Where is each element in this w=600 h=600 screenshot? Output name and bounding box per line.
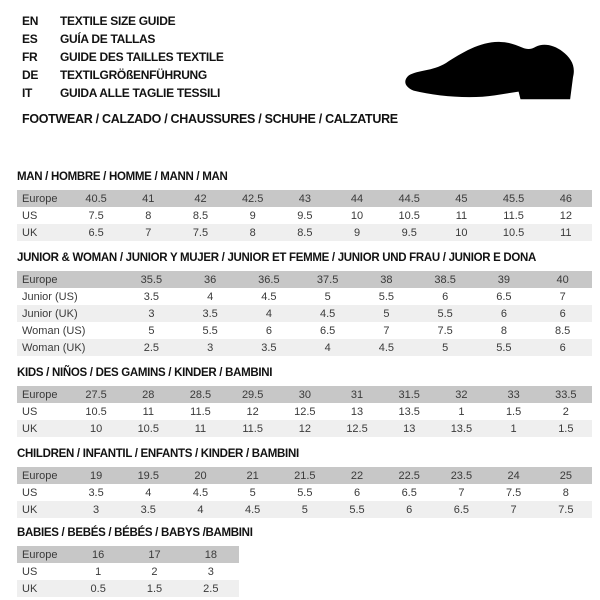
- size-cell: 4: [197, 503, 204, 516]
- table-title: BABIES / BEBÉS / BÉBÉS / BABYS /BAMBINI: [17, 527, 253, 539]
- size-cell: 4.5: [319, 307, 336, 320]
- size-cell: 0.5: [90, 582, 106, 595]
- row-label: Junior (UK): [22, 307, 78, 320]
- size-cell: 2.5: [203, 582, 219, 595]
- size-cell: 19.5: [137, 469, 159, 482]
- size-cell: 9.5: [401, 226, 417, 239]
- size-cell: 6: [559, 341, 566, 354]
- size-cell: 44: [350, 192, 364, 205]
- size-cell: 21.5: [294, 469, 316, 482]
- size-cell: 10: [350, 209, 364, 222]
- row-label: Europe: [22, 469, 58, 482]
- size-cell: 7: [559, 290, 566, 303]
- size-cell: 8: [500, 324, 507, 337]
- size-cell: 8: [249, 226, 256, 239]
- size-cell: 4.5: [192, 486, 209, 499]
- size-cell: 17: [148, 548, 161, 561]
- row-label: Europe: [22, 388, 58, 401]
- size-cell: 13: [403, 422, 416, 435]
- size-cell: 12: [298, 422, 311, 435]
- size-cell: 38.5: [434, 273, 456, 286]
- size-cell: 9: [353, 226, 361, 239]
- size-cell: 11.5: [190, 405, 211, 418]
- size-cell: 36.5: [258, 273, 280, 286]
- size-cell: 10.5: [502, 226, 525, 239]
- table-row: [17, 420, 592, 437]
- size-table: [17, 386, 592, 437]
- size-cell: 7: [145, 226, 152, 239]
- row-label: UK: [22, 503, 38, 516]
- size-cell: 41: [142, 192, 155, 205]
- size-cell: 31: [350, 388, 364, 401]
- size-cell: 1: [95, 565, 102, 578]
- table-title: CHILDREN / INFANTIL / ENFANTS / KINDER / BAMBINI: [17, 448, 299, 460]
- size-cell: 22.5: [398, 469, 420, 482]
- size-cell: 2: [151, 565, 158, 578]
- size-cell: 6: [442, 290, 449, 303]
- size-cell: 5: [249, 486, 256, 499]
- size-cell: 12.5: [294, 405, 316, 418]
- size-cell: 13.5: [398, 405, 420, 418]
- size-cell: 28.5: [189, 388, 212, 401]
- size-table-section: [17, 170, 600, 241]
- table-row: [17, 339, 592, 356]
- size-cell: 29.5: [241, 388, 264, 401]
- size-cell: 3.5: [261, 341, 277, 354]
- size-cell: 37.5: [316, 273, 339, 286]
- table-title: JUNIOR & WOMAN / JUNIOR Y MUJER / JUNIOR ET FEMME / JUNIOR UND FRAU / JUNIOR E DONA: [17, 252, 537, 264]
- size-cell: 3: [93, 503, 100, 516]
- size-cell: 4: [324, 341, 331, 354]
- size-cell: 44.5: [398, 192, 420, 205]
- size-cell: 13.5: [450, 422, 473, 435]
- language-title: GUIDE DES TAILLES TEXTILE: [60, 50, 224, 64]
- language-title: GUIDA ALLE TAGLIE TESSILI: [60, 86, 221, 100]
- size-cell: 12: [559, 209, 572, 222]
- table-row: [17, 288, 592, 305]
- size-cell: 38: [380, 273, 393, 286]
- size-cell: 6.5: [319, 324, 336, 337]
- size-cell: 31.5: [398, 388, 420, 401]
- size-cell: 30: [298, 388, 311, 401]
- size-cell: 3.5: [88, 486, 104, 499]
- size-cell: 36: [204, 273, 217, 286]
- size-cell: 5.5: [378, 290, 395, 303]
- size-cell: 5: [383, 307, 390, 320]
- size-cell: 11.5: [503, 209, 524, 222]
- size-cell: 19: [89, 469, 103, 482]
- size-cell: 5.5: [202, 324, 218, 337]
- size-cell: 1: [458, 405, 465, 418]
- row-label: US: [22, 565, 38, 578]
- size-cell: 6.5: [496, 290, 512, 303]
- size-cell: 45.5: [502, 192, 525, 205]
- row-label: Woman (US): [22, 324, 86, 337]
- size-cell: 3: [207, 341, 214, 354]
- row-label: US: [22, 405, 38, 418]
- size-cell: 5: [324, 290, 331, 303]
- size-cell: 9.5: [297, 209, 313, 222]
- row-label: US: [22, 209, 38, 222]
- size-cell: 4: [207, 290, 214, 303]
- size-cell: 33: [507, 388, 520, 401]
- size-cell: 11: [560, 226, 572, 239]
- table-row: [17, 484, 592, 501]
- size-table-section: [17, 526, 600, 597]
- size-table-section: [17, 366, 600, 437]
- language-title: GUÍA DE TALLAS: [60, 32, 156, 46]
- size-cell: 10: [89, 422, 103, 435]
- size-cell: 4.5: [261, 290, 277, 303]
- row-label: UK: [22, 226, 38, 239]
- language-code: FR: [22, 50, 38, 64]
- size-cell: 11: [142, 405, 154, 418]
- row-label: US: [22, 486, 38, 499]
- table-row: [17, 271, 592, 288]
- table-row: [17, 546, 239, 563]
- size-cell: 1.5: [146, 582, 163, 595]
- size-cell: 12: [246, 405, 259, 418]
- size-cell: 16: [92, 548, 105, 561]
- shoe-icon: [393, 20, 585, 104]
- size-cell: 7.5: [558, 503, 574, 516]
- size-table: [17, 190, 592, 241]
- size-cell: 4.5: [245, 503, 261, 516]
- row-label: Europe: [22, 548, 58, 561]
- size-cell: 6: [353, 486, 361, 499]
- category-heading: FOOTWEAR / CALZADO / CHAUSSURES / SCHUHE / CALZATURE: [22, 112, 398, 126]
- size-cell: 12.5: [346, 422, 368, 435]
- size-cell: 4: [145, 486, 152, 499]
- size-cell: 13: [350, 405, 364, 418]
- table-row: [17, 501, 592, 518]
- size-cell: 4: [265, 307, 272, 320]
- size-cell: 8: [145, 209, 152, 222]
- size-cell: 9: [249, 209, 256, 222]
- row-label: UK: [22, 422, 38, 435]
- size-cell: 2: [562, 405, 569, 418]
- size-cell: 11.5: [242, 422, 263, 435]
- size-cell: 11: [455, 209, 468, 222]
- table-title: KIDS / NIÑOS / DES GAMINS / KINDER / BAMBINI: [17, 367, 273, 379]
- row-label: Junior (US): [22, 290, 78, 303]
- size-cell: 3.5: [143, 290, 160, 303]
- size-cell: 20: [194, 469, 207, 482]
- size-cell: 28: [142, 388, 155, 401]
- size-cell: 10.5: [137, 422, 159, 435]
- size-cell: 6.5: [88, 226, 104, 239]
- size-cell: 5.5: [437, 307, 453, 320]
- size-table-section: [17, 447, 600, 518]
- table-row: [17, 580, 239, 597]
- size-cell: 22: [350, 469, 364, 482]
- size-cell: 7: [458, 486, 465, 499]
- size-cell: 5.5: [297, 486, 313, 499]
- size-cell: 3.5: [140, 503, 156, 516]
- table-row: [17, 224, 592, 241]
- size-table: [17, 271, 592, 356]
- size-cell: 7.5: [192, 226, 209, 239]
- size-cell: 10.5: [85, 405, 107, 418]
- size-cell: 45: [455, 192, 468, 205]
- language-title: TEXTILGRÖßENFÜHRUNG: [60, 68, 207, 82]
- size-cell: 32: [455, 388, 468, 401]
- table-row: [17, 403, 592, 420]
- size-cell: 8.5: [192, 209, 209, 222]
- language-code: EN: [22, 14, 39, 28]
- table-row: [17, 322, 592, 339]
- size-cell: 24: [507, 469, 520, 482]
- size-tables: [0, 170, 600, 597]
- size-cell: 27.5: [85, 388, 107, 401]
- size-table: [17, 467, 592, 518]
- row-label: Europe: [22, 273, 58, 286]
- table-title: MAN / HOMBRE / HOMME / MANN / MAN: [17, 171, 228, 183]
- size-cell: 7: [383, 324, 390, 337]
- language-code: IT: [22, 86, 33, 100]
- size-cell: 1.5: [558, 422, 574, 435]
- language-code: ES: [22, 32, 38, 46]
- size-cell: 42.5: [241, 192, 264, 205]
- size-cell: 35.5: [140, 273, 163, 286]
- size-cell: 3: [207, 565, 214, 578]
- size-cell: 42: [194, 192, 207, 205]
- language-code: DE: [22, 68, 39, 82]
- size-cell: 1.5: [505, 405, 522, 418]
- size-cell: 25: [559, 469, 572, 482]
- size-cell: 43: [298, 192, 311, 205]
- size-table: [17, 546, 239, 597]
- size-cell: 18: [204, 548, 217, 561]
- size-cell: 11: [194, 422, 207, 435]
- size-cell: 6: [265, 324, 272, 337]
- table-row: [17, 563, 239, 580]
- size-cell: 8.5: [554, 324, 571, 337]
- size-cell: 6: [406, 503, 413, 516]
- row-label: UK: [22, 582, 38, 595]
- table-row: [17, 305, 592, 322]
- size-cell: 8.5: [297, 226, 313, 239]
- size-cell: 7.5: [88, 209, 104, 222]
- size-cell: 6.5: [401, 486, 417, 499]
- size-cell: 6.5: [453, 503, 470, 516]
- size-cell: 7.5: [437, 324, 453, 337]
- size-cell: 10: [455, 226, 468, 239]
- size-cell: 3.5: [202, 307, 218, 320]
- size-cell: 6: [500, 307, 507, 320]
- size-cell: 40.5: [85, 192, 107, 205]
- size-cell: 5: [301, 503, 308, 516]
- size-cell: 7: [510, 503, 517, 516]
- size-cell: 40: [556, 273, 569, 286]
- size-cell: 5: [148, 324, 155, 337]
- size-cell: 7.5: [505, 486, 522, 499]
- size-cell: 6: [559, 307, 566, 320]
- table-row: [17, 190, 592, 207]
- size-cell: 5.5: [349, 503, 365, 516]
- size-cell: 5: [442, 341, 449, 354]
- size-cell: 46: [559, 192, 572, 205]
- size-cell: 8: [562, 486, 569, 499]
- row-label: Europe: [22, 192, 58, 205]
- size-cell: 5.5: [496, 341, 512, 354]
- size-cell: 4.5: [378, 341, 395, 354]
- size-cell: 10.5: [398, 209, 420, 222]
- row-label: Woman (UK): [22, 341, 86, 354]
- size-cell: 23.5: [450, 469, 473, 482]
- table-row: [17, 467, 592, 484]
- size-cell: 21: [246, 469, 259, 482]
- language-title: TEXTILE SIZE GUIDE: [60, 14, 176, 28]
- table-row: [17, 207, 592, 224]
- size-cell: 39: [497, 273, 510, 286]
- size-table-section: [17, 251, 600, 356]
- size-cell: 1: [510, 422, 517, 435]
- size-cell: 3: [148, 307, 155, 320]
- size-cell: 2.5: [143, 341, 160, 354]
- table-row: [17, 386, 592, 403]
- size-cell: 33.5: [555, 388, 577, 401]
